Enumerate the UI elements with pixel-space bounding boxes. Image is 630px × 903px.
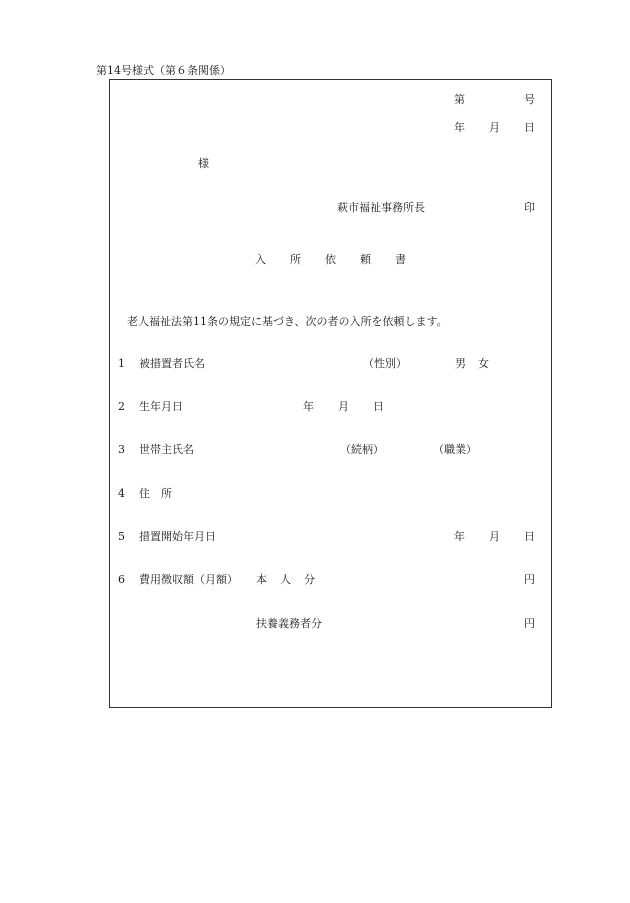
item-6-label: 費用徴収額（月額） [139,573,238,586]
seal-mark: 印 [524,201,535,214]
item-5-number: 5 [118,530,125,543]
item-3-label: 世帯主氏名 [139,443,194,456]
occupation-label: （職業） [433,443,477,456]
number-dai-label: 第 [454,93,465,106]
start-year-label: 年 [454,530,465,543]
item-6-number: 6 [118,573,125,586]
date-day-label: 日 [524,121,535,134]
form-number: 第14号様式（第６条関係） [96,64,231,77]
item-2-label: 生年月日 [139,400,183,413]
start-month-label: 月 [489,530,500,543]
item-1-label: 被措置者氏名 [139,357,205,370]
document-title: 入所依頼書 [255,253,430,266]
support-share-label: 扶養義務者分 [256,617,322,630]
issuer-name: 萩市福祉事務所長 [337,201,425,214]
request-form [109,79,552,708]
body-text: 老人福祉法第11条の規定に基づき、次の者の入所を依頼します。 [127,315,448,328]
item-4-label: 住所 [139,487,183,500]
item-4-number: 4 [118,487,125,500]
date-year-label: 年 [454,121,465,134]
date-month-label: 月 [489,121,500,134]
number-go-label: 号 [524,93,535,106]
item-3-number: 3 [118,443,125,456]
addressee-suffix: 様 [198,157,209,170]
birth-year-label: 年 [303,400,314,413]
relation-label: （続柄） [340,443,384,456]
birth-day-label: 日 [373,400,384,413]
birth-month-label: 月 [338,400,349,413]
start-day-label: 日 [524,530,535,543]
item-5-label: 措置開始年月日 [139,530,216,543]
self-share-yen: 円 [524,573,535,586]
self-share-label: 本人分 [256,573,328,586]
gender-male: 男 [455,357,466,370]
gender-female: 女 [478,357,489,370]
item-1-number: 1 [118,357,125,370]
gender-label: （性別） [363,357,407,370]
item-2-number: 2 [118,400,125,413]
support-share-yen: 円 [524,617,535,630]
